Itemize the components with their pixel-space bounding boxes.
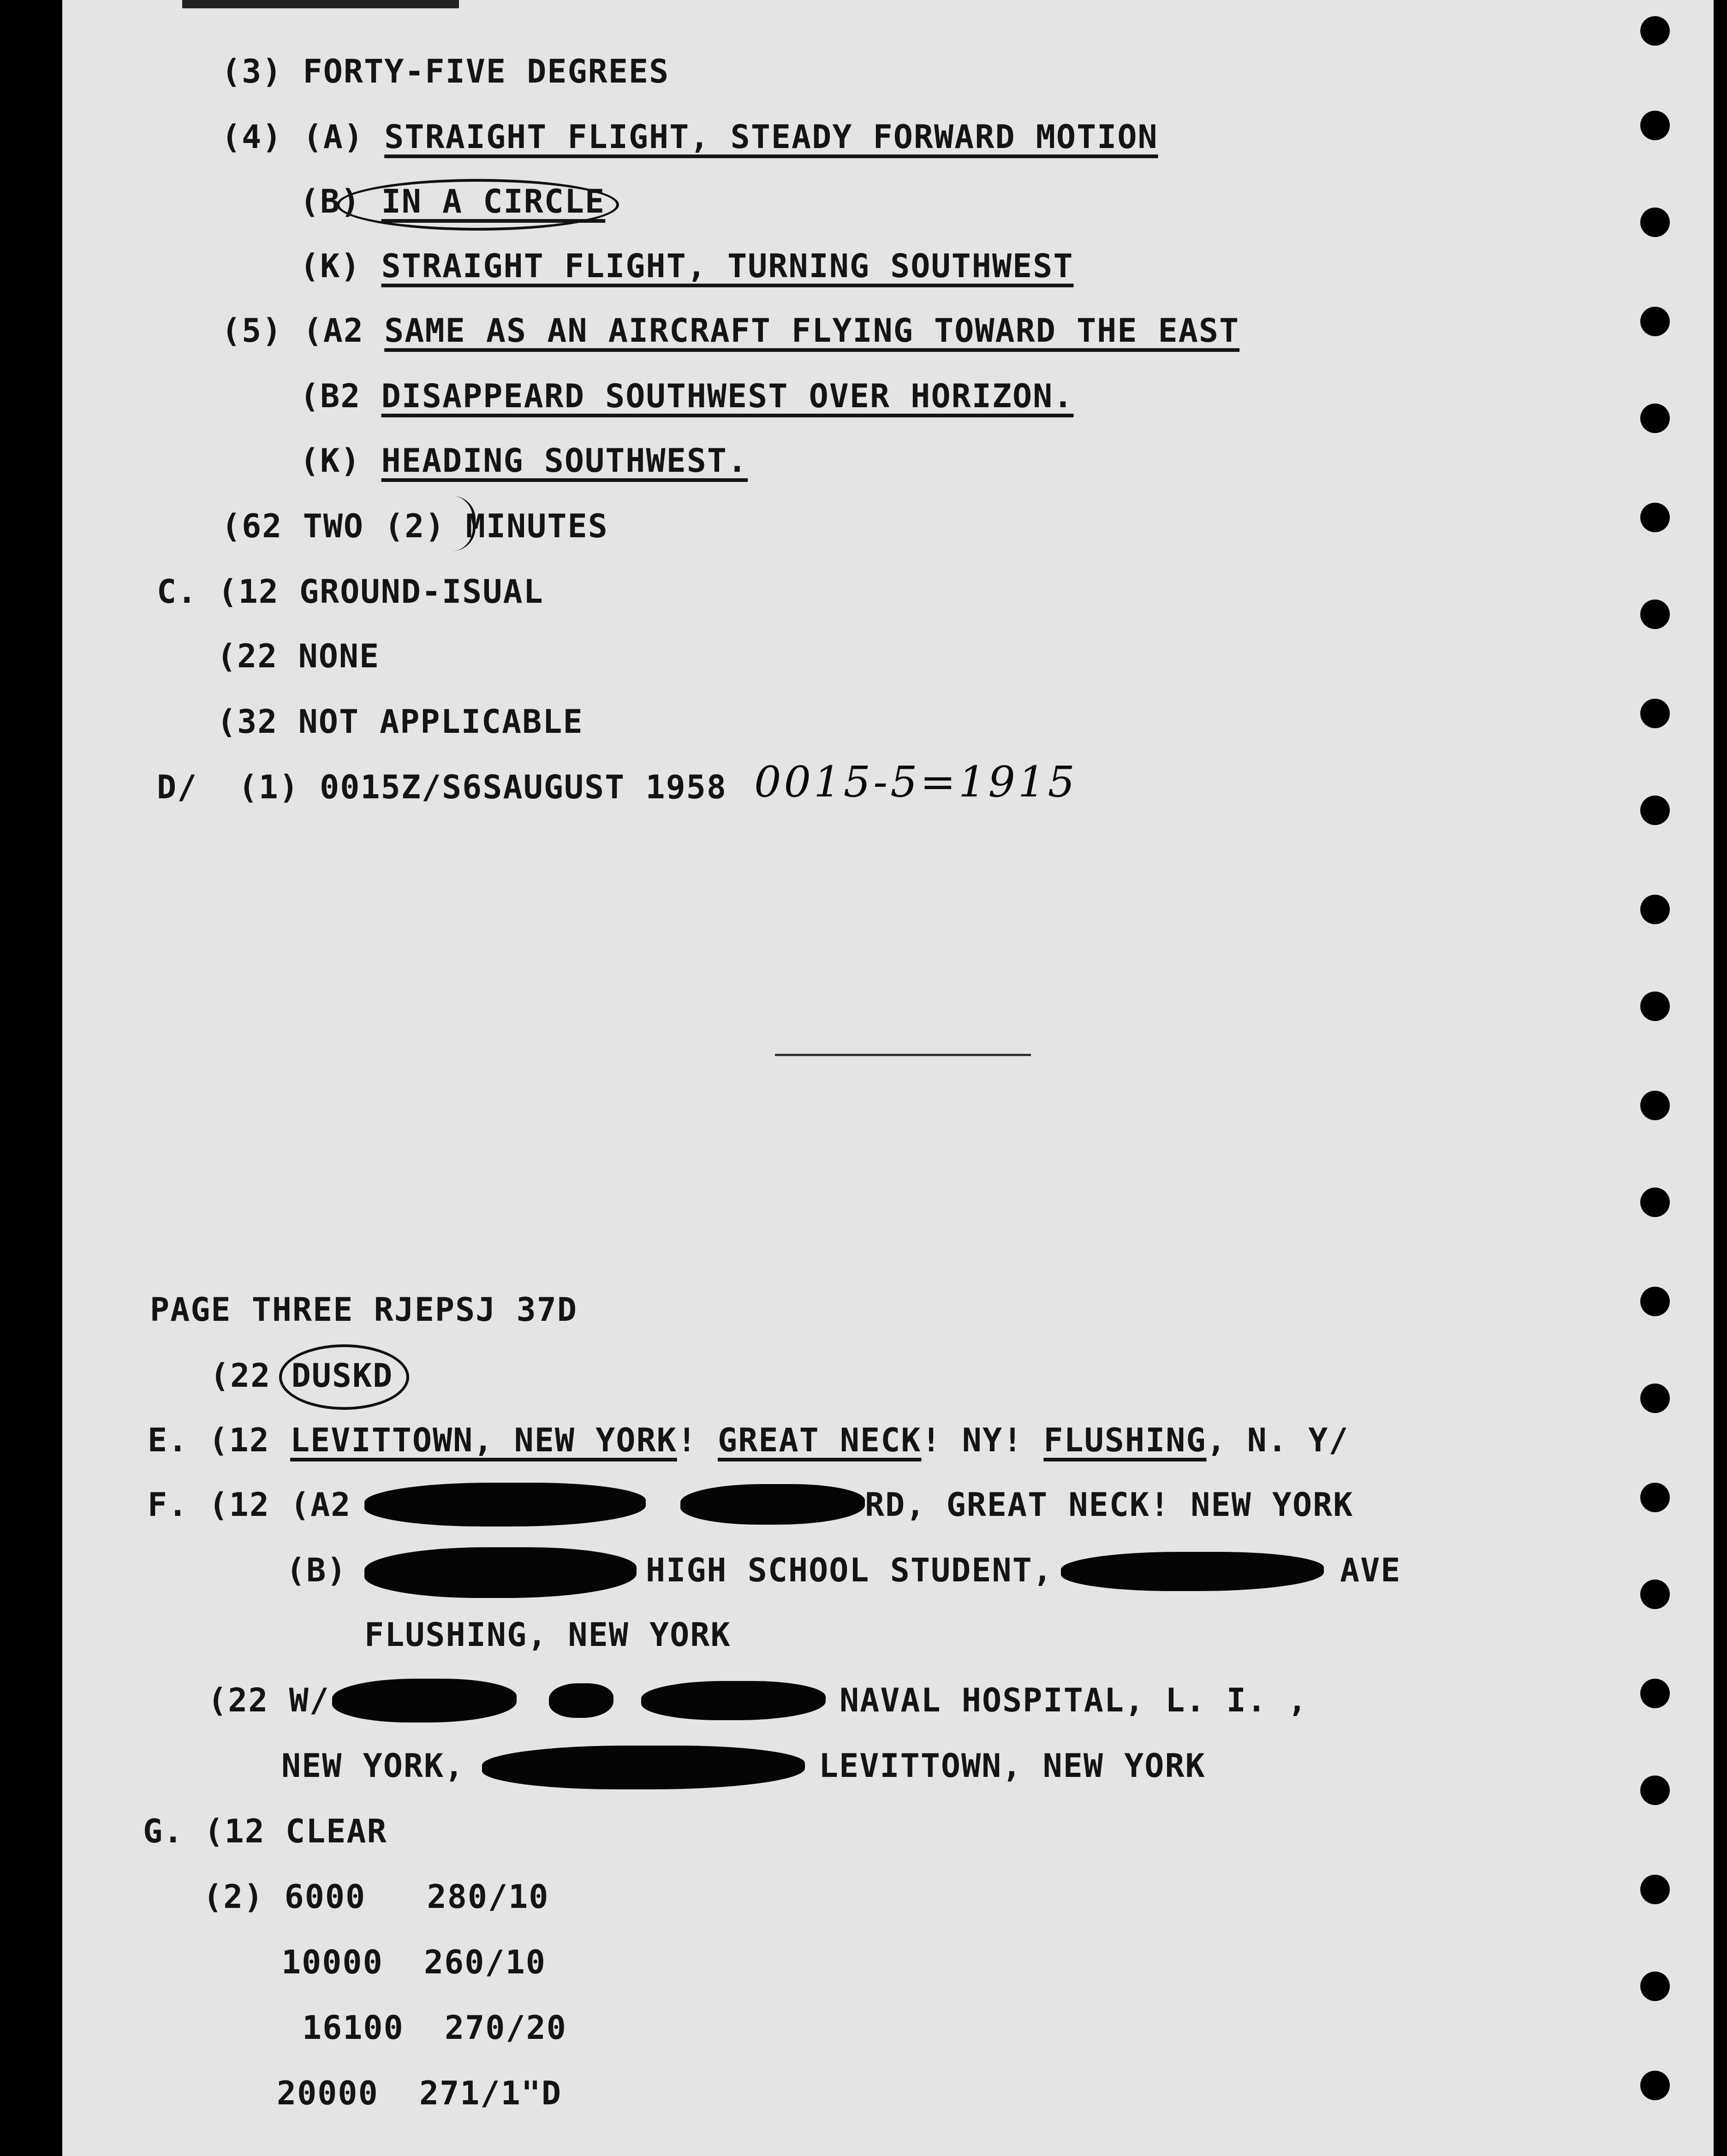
line-5k: (K) HEADING SOUTHWEST.	[300, 442, 748, 480]
feed-hole	[1640, 16, 1670, 46]
document-page	[62, 0, 1714, 2156]
feed-hole	[1640, 1091, 1670, 1120]
line-g5: 20000 271/1"D	[277, 2074, 562, 2112]
handwritten-circle-dusk	[279, 1344, 409, 1410]
feed-hole	[1640, 1384, 1670, 1413]
redaction-bar	[641, 1681, 826, 1720]
feed-hole	[1640, 1580, 1670, 1609]
feed-hole	[1640, 111, 1670, 140]
feed-hole	[1640, 1875, 1670, 1904]
redaction-bar	[482, 1746, 805, 1789]
feed-hole	[1640, 699, 1670, 728]
redaction-bar	[549, 1683, 613, 1718]
feed-hole	[1640, 1188, 1670, 1217]
line-f4-end: NAVAL HOSPITAL, L. I. ,	[840, 1681, 1308, 1719]
feed-hole	[1640, 1679, 1670, 1708]
line-g2: (2) 6000 280/10	[203, 1878, 549, 1916]
line-3: (3) FORTY-FIVE DEGREES	[221, 53, 670, 90]
line-d2: (22 DUSKD	[210, 1357, 393, 1395]
feed-hole	[1640, 404, 1670, 433]
handwritten-time-note: 0015-5=1915	[754, 757, 1078, 807]
line-f4: (22 W/	[208, 1681, 330, 1719]
line-4k: (K) STRAIGHT FLIGHT, TURNING SOUTHWEST	[300, 247, 1074, 285]
line-c2: (22 NONE	[217, 637, 380, 675]
feed-hole	[1640, 1483, 1670, 1512]
line-c1: C. (12 GROUND-ISUAL	[157, 573, 544, 611]
feed-hole	[1640, 796, 1670, 825]
line-f2-end: AVE	[1340, 1551, 1401, 1589]
line-g1: G. (12 CLEAR	[143, 1812, 387, 1850]
line-f3: FLUSHING, NEW YORK	[364, 1616, 731, 1654]
line-f1: F. (12 (A2	[148, 1486, 351, 1524]
feed-hole	[1640, 503, 1670, 532]
line-f2: (B)	[286, 1551, 347, 1589]
clipped-line-remnant	[182, 0, 459, 8]
page-header: PAGE THREE RJEPSJ 37D	[150, 1291, 578, 1329]
feed-hole	[1640, 992, 1670, 1021]
redaction-bar	[332, 1679, 517, 1722]
line-f1-end: RD, GREAT NECK! NEW YORK	[865, 1486, 1354, 1524]
line-e: E. (12 LEVITTOWN, NEW YORK! GREAT NECK! NY! FLUSHING, N. Y/	[148, 1421, 1349, 1459]
line-5b: (B2 DISAPPEARD SOUTHWEST OVER HORIZON.	[300, 377, 1074, 415]
feed-hole	[1640, 307, 1670, 336]
line-f5: NEW YORK,	[281, 1747, 465, 1785]
line-4b: (B) IN A CIRCLE	[300, 183, 606, 220]
line-f5-end: LEVITTOWN, NEW YORK	[819, 1747, 1206, 1785]
feed-hole	[1640, 1972, 1670, 2001]
feed-hole	[1640, 2071, 1670, 2100]
feed-hole	[1640, 1287, 1670, 1316]
line-g3: 10000 260/10	[281, 1943, 546, 1981]
page-separator	[775, 1054, 1031, 1056]
redaction-bar	[364, 1483, 646, 1526]
redaction-bar	[1061, 1552, 1324, 1591]
scan-border-left	[0, 0, 62, 2156]
line-5a: (5) (A2 SAME AS AN AIRCRAFT FLYING TOWARD THE EAST	[221, 312, 1240, 350]
line-4a: (4) (A) STRAIGHT FLIGHT, STEADY FORWARD MOTION	[221, 118, 1158, 156]
line-g4: 16100 270/20	[302, 2009, 567, 2047]
line-f2-mid: HIGH SCHOOL STUDENT,	[646, 1551, 1053, 1589]
line-d1: D/ (1) 0015Z/S6SAUGUST 1958	[157, 768, 727, 806]
feed-hole	[1640, 1776, 1670, 1805]
feed-hole	[1640, 600, 1670, 629]
redaction-bar	[364, 1547, 637, 1598]
line-c3: (32 NOT APPLICABLE	[217, 703, 584, 741]
line-6: (62 TWO (2) MINUTES	[221, 507, 608, 545]
feed-hole	[1640, 208, 1670, 237]
redaction-bar	[680, 1484, 865, 1525]
feed-hole	[1640, 895, 1670, 924]
handwritten-circle-b	[337, 179, 619, 231]
